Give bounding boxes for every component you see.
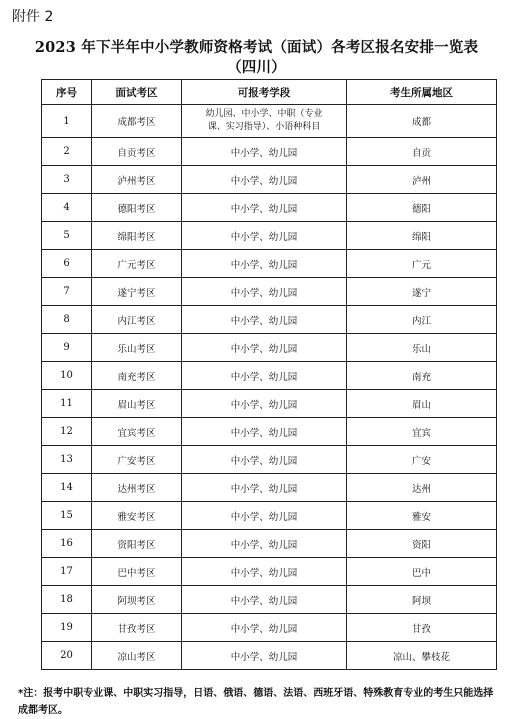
row-exam-area: 凉山考区 (92, 642, 182, 670)
row-levels: 中小学、幼儿园 (182, 222, 347, 250)
row-exam-area: 巴中考区 (92, 558, 182, 586)
row-exam-area: 遂宁考区 (92, 278, 182, 306)
table-row (42, 586, 497, 614)
row-seq: 19 (42, 614, 92, 642)
table-row (42, 530, 497, 558)
row-seq: 20 (42, 642, 92, 670)
header-region: 考生所属地区 (347, 80, 497, 105)
row-exam-area: 南充考区 (92, 362, 182, 390)
row-seq: 7 (42, 278, 92, 306)
row-seq: 17 (42, 558, 92, 586)
row-exam-area: 广安考区 (92, 446, 182, 474)
row-region: 雅安 (347, 502, 497, 530)
row-levels: 中小学、幼儿园 (182, 586, 347, 614)
row-seq: 16 (42, 530, 92, 558)
row-seq: 1 (42, 105, 92, 138)
row-seq: 8 (42, 306, 92, 334)
row-region: 宜宾 (347, 418, 497, 446)
row-seq: 11 (42, 390, 92, 418)
row-seq: 12 (42, 418, 92, 446)
row-exam-area: 广元考区 (92, 250, 182, 278)
table-row (42, 474, 497, 502)
document-title: 2023 年下半年中小学教师资格考试（面试）各考区报名安排一览表 (34, 39, 479, 56)
table-row (42, 334, 497, 362)
row-levels: 中小学、幼儿园 (182, 278, 347, 306)
row-seq: 18 (42, 586, 92, 614)
table-row (42, 446, 497, 474)
row-region: 广元 (347, 250, 497, 278)
row-exam-area: 泸州考区 (92, 166, 182, 194)
row-region: 凉山、攀枝花 (347, 642, 497, 670)
row-seq: 5 (42, 222, 92, 250)
exam-area-table (41, 79, 497, 670)
row-seq: 3 (42, 166, 92, 194)
row-exam-area: 德阳考区 (92, 194, 182, 222)
row-exam-area: 雅安考区 (92, 502, 182, 530)
row-exam-area: 甘孜考区 (92, 614, 182, 642)
row-region: 成都 (347, 105, 497, 138)
row-region: 自贡 (347, 138, 497, 166)
row-seq: 2 (42, 138, 92, 166)
row-levels: 中小学、幼儿园 (182, 642, 347, 670)
header-exam-area: 面试考区 (92, 80, 182, 105)
row-levels: 中小学、幼儿园 (182, 530, 347, 558)
row-region: 遂宁 (347, 278, 497, 306)
table-row (42, 250, 497, 278)
table-row (42, 558, 497, 586)
row-exam-area: 眉山考区 (92, 390, 182, 418)
row-exam-area: 成都考区 (92, 105, 182, 138)
table-row (42, 614, 497, 642)
table-header-row (42, 80, 497, 105)
row-levels: 中小学、幼儿园 (182, 446, 347, 474)
row-exam-area: 资阳考区 (92, 530, 182, 558)
row-seq: 6 (42, 250, 92, 278)
table-row (42, 194, 497, 222)
row-levels: 中小学、幼儿园 (182, 474, 347, 502)
row-seq: 14 (42, 474, 92, 502)
row-levels: 中小学、幼儿园 (182, 502, 347, 530)
row-levels: 中小学、幼儿园 (182, 362, 347, 390)
row-exam-area: 达州考区 (92, 474, 182, 502)
row-levels: 幼儿园、中小学、中职（专业课、实习指导）、小语种科目 (182, 105, 347, 138)
row-levels: 中小学、幼儿园 (182, 390, 347, 418)
row-region: 阿坝 (347, 586, 497, 614)
row-seq: 15 (42, 502, 92, 530)
row-exam-area: 宜宾考区 (92, 418, 182, 446)
table-row (42, 105, 497, 138)
table-row (42, 362, 497, 390)
row-region: 乐山 (347, 334, 497, 362)
row-exam-area: 乐山考区 (92, 334, 182, 362)
table-row (42, 166, 497, 194)
table-row (42, 138, 497, 166)
document-subtitle: （四川） (227, 59, 286, 76)
row-exam-area: 自贡考区 (92, 138, 182, 166)
row-exam-area: 绵阳考区 (92, 222, 182, 250)
row-seq: 13 (42, 446, 92, 474)
row-levels: 中小学、幼儿园 (182, 194, 347, 222)
table-row (42, 278, 497, 306)
row-region: 绵阳 (347, 222, 497, 250)
header-seq: 序号 (42, 80, 92, 105)
row-levels: 中小学、幼儿园 (182, 558, 347, 586)
row-exam-area: 阿坝考区 (92, 586, 182, 614)
row-levels: 中小学、幼儿园 (182, 306, 347, 334)
table-row (42, 390, 497, 418)
row-region: 眉山 (347, 390, 497, 418)
footnote: *注：报考中职专业课、中职实习指导，日语、俄语、德语、法语、西班牙语、特殊教育专业的考生只能选择成都考区。 (18, 688, 494, 716)
row-seq: 10 (42, 362, 92, 390)
table-row (42, 642, 497, 670)
row-levels: 中小学、幼儿园 (182, 334, 347, 362)
row-region: 资阳 (347, 530, 497, 558)
row-seq: 9 (42, 334, 92, 362)
row-exam-area: 内江考区 (92, 306, 182, 334)
row-region: 南充 (347, 362, 497, 390)
row-levels: 中小学、幼儿园 (182, 614, 347, 642)
row-levels: 中小学、幼儿园 (182, 418, 347, 446)
row-region: 甘孜 (347, 614, 497, 642)
row-region: 广安 (347, 446, 497, 474)
attachment-label: 附件 2 (12, 9, 54, 25)
table-row (42, 306, 497, 334)
table-row (42, 222, 497, 250)
row-region: 内江 (347, 306, 497, 334)
row-region: 巴中 (347, 558, 497, 586)
row-seq: 4 (42, 194, 92, 222)
row-region: 泸州 (347, 166, 497, 194)
row-levels: 中小学、幼儿园 (182, 138, 347, 166)
row-region: 德阳 (347, 194, 497, 222)
table-body (42, 105, 497, 670)
header-levels: 可报考学段 (182, 80, 347, 105)
table-row (42, 502, 497, 530)
row-region: 达州 (347, 474, 497, 502)
row-levels: 中小学、幼儿园 (182, 250, 347, 278)
row-levels: 中小学、幼儿园 (182, 166, 347, 194)
table-row (42, 418, 497, 446)
